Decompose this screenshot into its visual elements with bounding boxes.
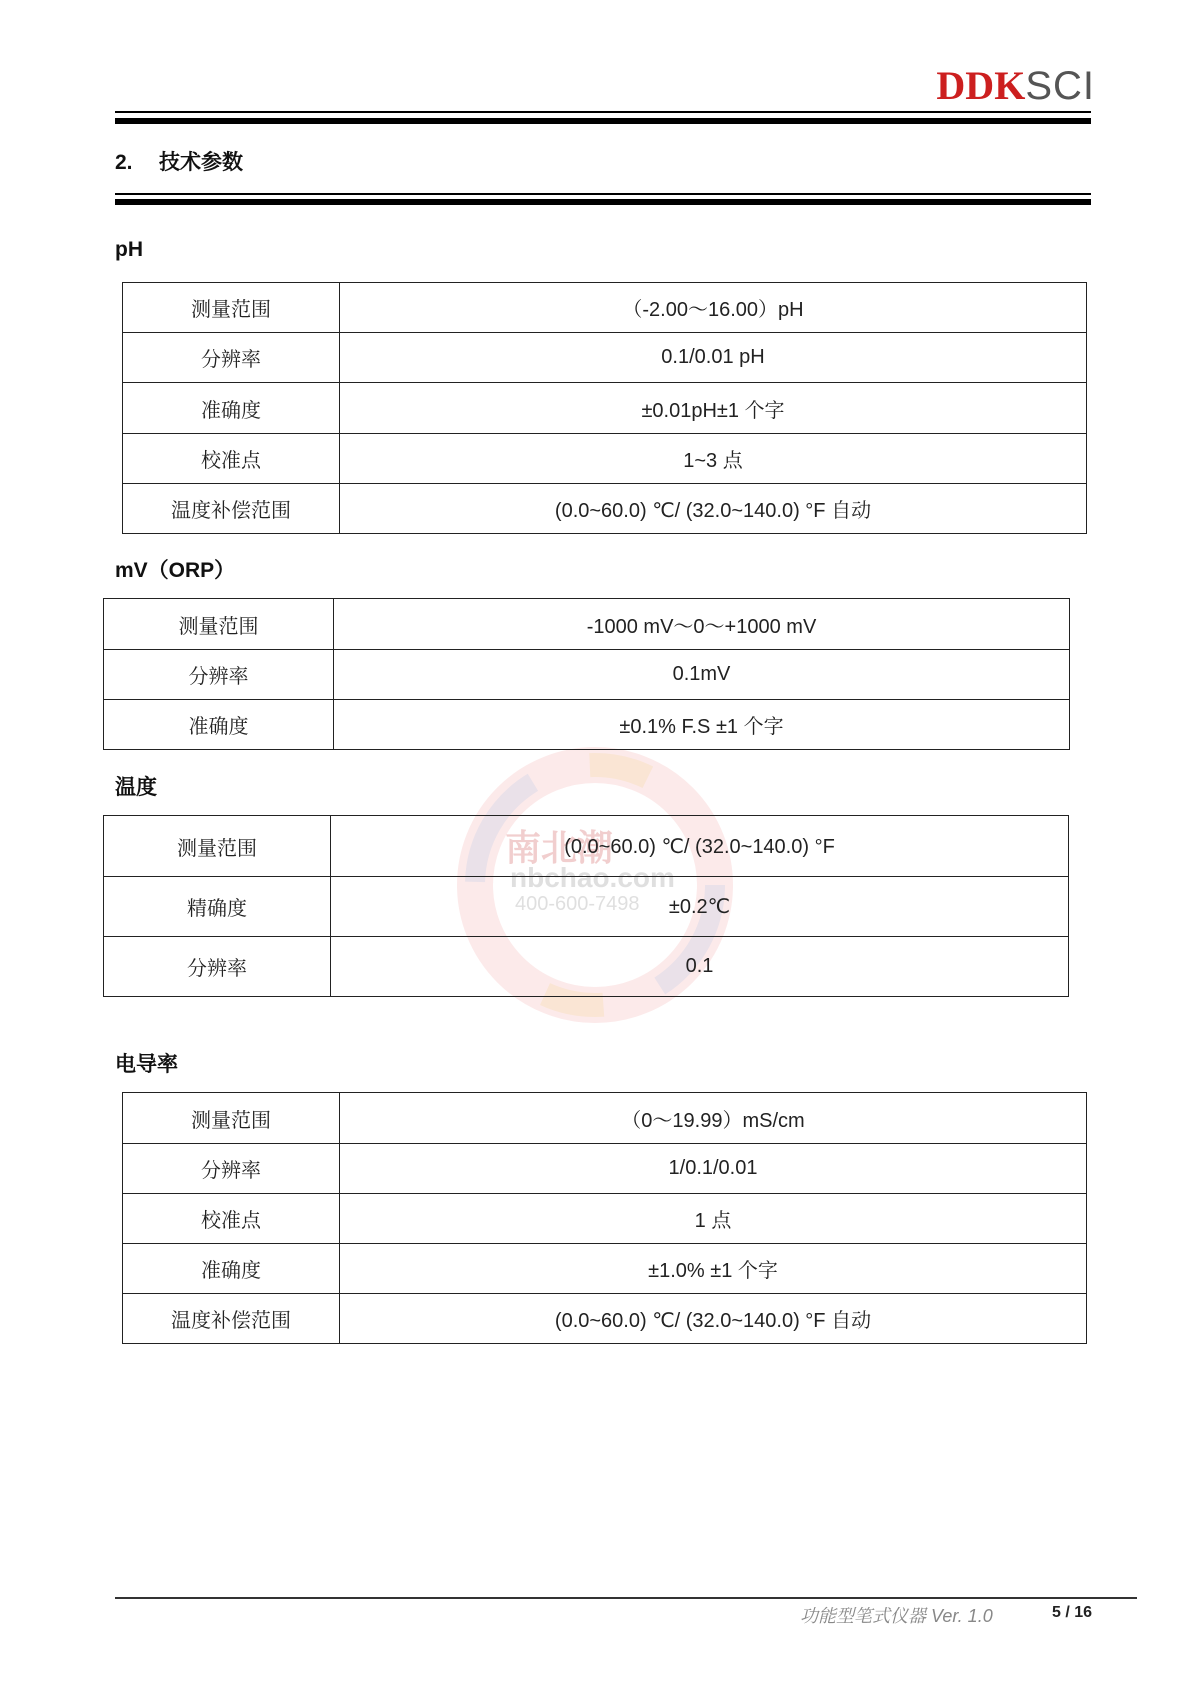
row-label: 准确度 bbox=[123, 383, 340, 434]
table-row bbox=[104, 599, 1070, 650]
ph-heading: pH bbox=[115, 238, 143, 261]
row-value: ±0.2℃ bbox=[331, 877, 1069, 937]
row-value: 0.1mV bbox=[334, 650, 1070, 700]
row-label: 精确度 bbox=[104, 877, 331, 937]
table-row bbox=[123, 434, 1087, 484]
footer-rule bbox=[115, 1597, 1137, 1599]
row-label: 测量范围 bbox=[123, 283, 340, 333]
conductivity-heading: 电导率 bbox=[115, 1053, 178, 1076]
row-label: 测量范围 bbox=[104, 816, 331, 877]
row-value: 1 点 bbox=[340, 1194, 1087, 1244]
table-row bbox=[123, 383, 1087, 434]
table-row bbox=[123, 1194, 1087, 1244]
row-label: 温度补偿范围 bbox=[123, 1294, 340, 1344]
brand-logo bbox=[936, 63, 1095, 108]
watermark-phone: 400-600-7498 bbox=[515, 893, 640, 915]
table-row bbox=[123, 283, 1087, 333]
table-row bbox=[104, 700, 1070, 750]
footer-page-number: 5 / 16 bbox=[1052, 1604, 1093, 1621]
table-row bbox=[123, 333, 1087, 383]
section-title-text: 技术参数 bbox=[159, 151, 243, 174]
row-label: 分辨率 bbox=[123, 1144, 340, 1194]
table-row bbox=[123, 484, 1087, 534]
section-title bbox=[115, 146, 243, 176]
row-value: ±0.01pH±1 个字 bbox=[340, 383, 1087, 434]
header-rule-thin bbox=[115, 111, 1091, 113]
row-value: 1~3 点 bbox=[340, 434, 1087, 484]
table-row bbox=[104, 650, 1070, 700]
row-value: 0.1/0.01 pH bbox=[340, 333, 1087, 383]
row-value: (0.0~60.0) ℃/ (32.0~140.0) °F 自动 bbox=[340, 1294, 1087, 1344]
row-value: 1/0.1/0.01 bbox=[340, 1144, 1087, 1194]
section-rule-thin bbox=[115, 193, 1091, 195]
row-value: ±1.0% ±1 个字 bbox=[340, 1244, 1087, 1294]
row-value: （0～19.99）mS/cm bbox=[340, 1093, 1087, 1144]
logo-grey-text: SCI bbox=[1025, 64, 1095, 108]
row-label: 分辨率 bbox=[104, 650, 334, 700]
footer-document-name: 功能型笔式仪器 Ver. 1.0 bbox=[800, 1606, 993, 1626]
section-number: 2. bbox=[115, 151, 133, 174]
temperature-heading: 温度 bbox=[115, 776, 157, 799]
table-row bbox=[123, 1093, 1087, 1144]
row-label: 分辨率 bbox=[123, 333, 340, 383]
table-row bbox=[123, 1294, 1087, 1344]
watermark-brand: 南北潮 bbox=[505, 828, 614, 868]
mv-spec-table bbox=[103, 598, 1070, 750]
temperature-spec-table bbox=[103, 815, 1069, 997]
ph-spec-table bbox=[122, 282, 1087, 534]
row-label: 测量范围 bbox=[104, 599, 334, 650]
header-rule-thick bbox=[115, 118, 1091, 124]
row-value: (0.0~60.0) ℃/ (32.0~140.0) °F bbox=[331, 816, 1069, 877]
table-row bbox=[123, 1144, 1087, 1194]
logo-red-text: DDK bbox=[936, 63, 1026, 108]
row-label: 校准点 bbox=[123, 434, 340, 484]
row-label: 准确度 bbox=[104, 700, 334, 750]
table-row bbox=[123, 1244, 1087, 1294]
row-value: ±0.1% F.S ±1 个字 bbox=[334, 700, 1070, 750]
row-label: 测量范围 bbox=[123, 1093, 340, 1144]
table-row bbox=[104, 816, 1069, 877]
watermark-site: nbchao.com bbox=[510, 862, 675, 893]
row-label: 分辨率 bbox=[104, 937, 331, 997]
table-row bbox=[104, 877, 1069, 937]
row-value: -1000 mV～0～+1000 mV bbox=[334, 599, 1070, 650]
table-row bbox=[104, 937, 1069, 997]
row-label: 温度补偿范围 bbox=[123, 484, 340, 534]
row-value: 0.1 bbox=[331, 937, 1069, 997]
mv-heading: mV（ORP） bbox=[115, 559, 236, 582]
row-value: (0.0~60.0) ℃/ (32.0~140.0) °F 自动 bbox=[340, 484, 1087, 534]
conductivity-spec-table bbox=[122, 1092, 1087, 1344]
row-label: 准确度 bbox=[123, 1244, 340, 1294]
row-value: （-2.00～16.00）pH bbox=[340, 283, 1087, 333]
row-label: 校准点 bbox=[123, 1194, 340, 1244]
section-rule-thick bbox=[115, 199, 1091, 205]
